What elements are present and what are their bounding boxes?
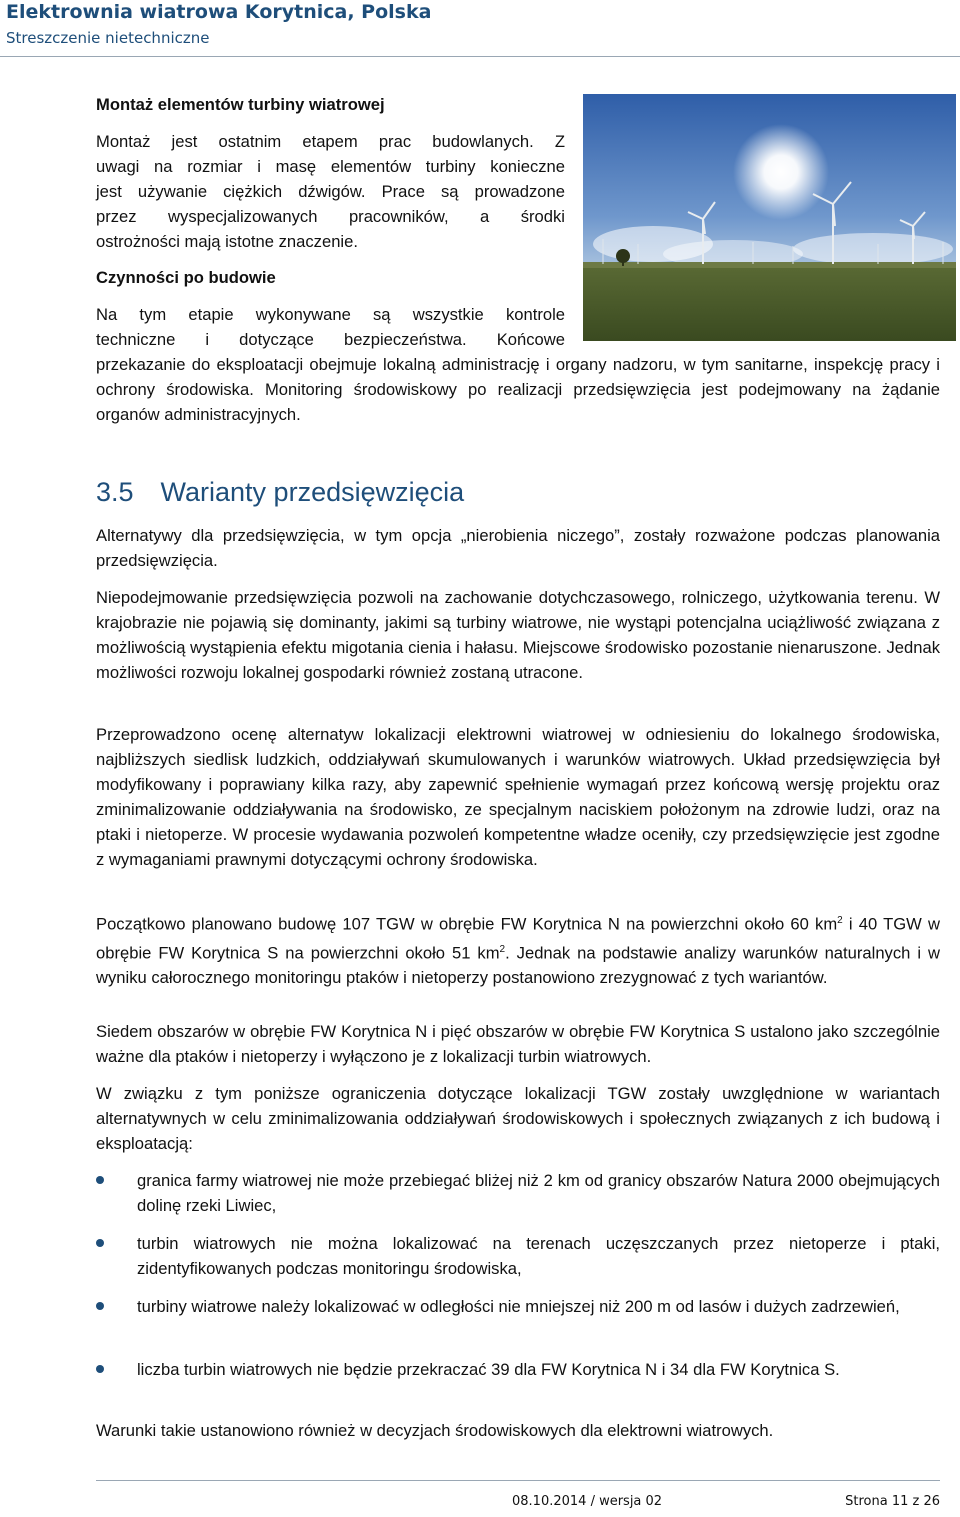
paragraph-niepodejmowanie: Niepodejmowanie przedsięwzięcia pozwoli na zachowanie dotychczasowego, rolniczego, użytkowania terenu. W krajobrazie nie pojawią się dominanty, jakimi są turbiny wiatrowe, nie wystąpi potencjalna uciążliwość związana z możliwością wystąpienia efektu migotania cienia i hałasu. Miejscowe środowisko pozostanie nienaruszone. Jednak możliwości rozwoju lokalnej gospodarki również zostaną utracone.: [96, 588, 940, 682]
list-item: [96, 1294, 940, 1319]
bullet-icon: [96, 1302, 104, 1310]
page-header: [0, 0, 960, 56]
superscript: 2: [499, 943, 506, 955]
list-item-text: turbiny wiatrowe należy lokalizować w odległości nie mniejszej niż 200 m od lasów i dużych zadrzewień,: [137, 1297, 900, 1316]
list-item: [96, 1168, 940, 1218]
text-line: Montaż jest ostatnim etapem prac budowlanych. Z: [96, 132, 565, 151]
text-line: techniczne i dotyczące bezpieczeństwa. Końcowe: [96, 330, 565, 349]
paragraph-ocena-alternatyw: Przeprowadzono ocenę alternatyw lokalizacji elektrowni wiatrowej w odniesieniu do lokalnego środowiska, najbliższych siedlisk ludzkich, oddziaływań skumulowanych i warunków wiatrowych. Układ przedsięwzięcia był modyfikowany i poprawiany kilka razy, aby zapewnić spełnienie wymagań przez końcową wersję projektu oraz zminimalizowanie oddziaływania na środowisko, ze specjalnym naciskiem położonym na zdrowie ludzi, oraz na ptaki i nietoperze. W procesie wydawania pozwoleń kompetentne władze oceniły, czy przedsięwzięcie jest zgodne z wymaganiami prawnymi dotyczącymi ochrony środowiska.: [96, 725, 940, 869]
text-part: . Jednak na podstawie analizy warunków naturalnych i w wyniku całorocznego monitoringu ptaków i nietoperzy postanowiono zrezygnować z tych wariantów.: [96, 943, 940, 988]
list-item-text: liczba turbin wiatrowych nie będzie przekraczać 39 dla FW Korytnica N i 34 dla FW Korytnica S.: [137, 1360, 840, 1379]
list-item-text: turbin wiatrowych nie można lokalizować na terenach uczęszczanych przez nietoperze i ptaki, zidentyfikowanych podczas monitoringu środowiska,: [137, 1234, 940, 1278]
section-heading-warianty: 3.5 Warianty przedsięwzięcia: [96, 477, 465, 507]
list-item-text: granica farmy wiatrowej nie może przebiegać bliżej niż 2 km od granicy obszarów Natura 2000 obejmujących dolinę rzeki Liwiec,: [137, 1171, 940, 1215]
superscript: 2: [837, 915, 843, 926]
section-heading-czynnosci: Czynności po budowie: [96, 268, 276, 287]
paragraph-ograniczenia: W związku z tym poniższe ograniczenia dotyczące lokalizacji TGW zostały uwzględnione w wariantach alternatywnych w celu zminimalizowania oddziaływań środowiskowych i społecznych związanych z ich budową i eksploatacją:: [96, 1084, 940, 1153]
bullet-icon: [96, 1176, 104, 1184]
section-heading-montaz: Montaż elementów turbiny wiatrowej: [96, 95, 385, 114]
paragraph-siedem-obszarow: Siedem obszarów w obrębie FW Korytnica N i pięć obszarów w obrębie FW Korytnica S ustalono jako szczególnie ważne dla ptaków i nietoperzy i wyłączono je z lokalizacji turbin wiatrowych.: [96, 1022, 940, 1066]
list-item: [96, 1357, 940, 1382]
header-divider: [0, 56, 960, 57]
list-item: [96, 1231, 940, 1281]
bullet-icon: [96, 1239, 104, 1247]
document-title: Elektrownia wiatrowa Korytnica, Polska: [6, 1, 432, 23]
text-line: jest używanie ciężkich dźwigów. Prace są prowadzone: [96, 182, 565, 201]
text-line: uwagi na rozmiar i masę elementów turbiny konieczne: [96, 157, 565, 176]
text-part: i 40 TGW w obrębie FW Korytnica S na powierzchni około 51 km: [96, 914, 940, 963]
footer-date-version: 08.10.2014 / wersja 02: [512, 1494, 663, 1509]
bullet-icon: [96, 1365, 104, 1373]
paragraph-poczatkowo: [96, 908, 940, 990]
footer-divider: [96, 1480, 940, 1481]
footer-page-number: Strona 11 z 26: [845, 1494, 940, 1509]
paragraph-alternatywy: Alternatywy dla przedsięwzięcia, w tym opcja „nierobienia niczego”, zostały rozważone podczas planowania przedsięwzięcia.: [96, 526, 940, 570]
wind-farm-photo: [583, 94, 956, 341]
text-line: ostrożności mają istotne znaczenie.: [96, 232, 358, 251]
text-line: Na tym etapie wykonywane są wszystkie kontrole: [96, 305, 565, 324]
wind-farm-photo-icon: [583, 94, 956, 341]
text-block: przekazanie do eksploatacji obejmuje lokalną administrację i organy nadzoru, w tym sanitarne, inspekcję pracy i ochrony środowiska. Monitoring środowiskowy po realizacji przedsięwzięcia jest podejmowany na żądanie organów administracyjnych.: [96, 355, 940, 424]
paragraph-warunki: Warunki takie ustanowiono również w decyzjach środowiskowych dla elektrowni wiatrowych.: [96, 1421, 774, 1440]
document-subtitle: Streszczenie nietechniczne: [6, 29, 210, 47]
text-part: Początkowo planowano budowę 107 TGW w obrębie FW Korytnica N na powierzchni około 60 km: [96, 914, 838, 934]
text-line: przez wyspecjalizowanych pracowników, a środki: [96, 207, 565, 226]
